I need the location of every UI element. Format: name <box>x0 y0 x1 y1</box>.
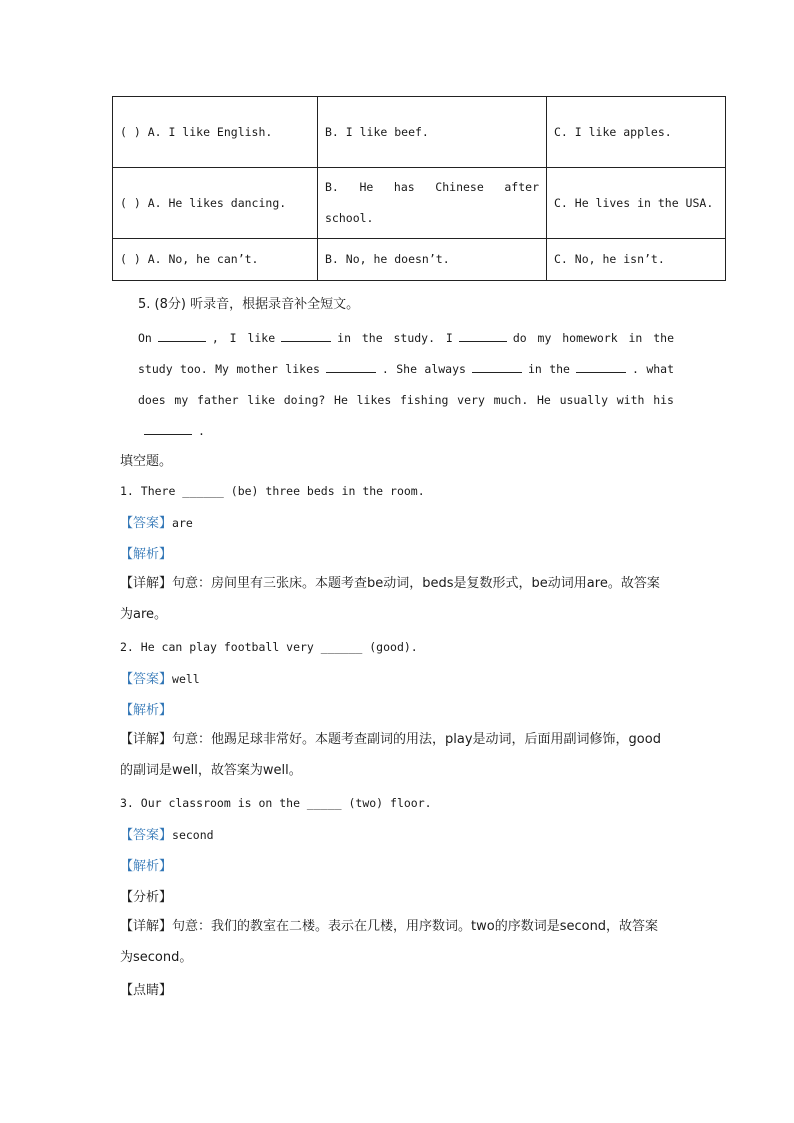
section5-heading: 5. (8分) 听录音，根据录音补全短文。 <box>138 297 360 312</box>
option-c-cell: C. He lives in the USA. <box>547 168 726 239</box>
detail-text: 句意：他踢足球非常好。本题考查副词的用法，play是动词，后面用副词修饰，good的副词是well，故答案为well。 <box>120 732 661 778</box>
passage-text: , I like <box>211 331 276 345</box>
fill-title: 填空题。 <box>120 454 173 469</box>
detail-text: 句意：我们的教室在二楼。表示在几楼，用序数词。two的序数词是second，故答案为second。 <box>120 919 659 965</box>
passage-text: . what does my father like doing? He likes fishing very much. He usually with his <box>138 362 675 407</box>
option-c-cell: C. I like apples. <box>547 97 726 168</box>
answer-blank <box>281 329 331 342</box>
option-a-cell: ( ) A. No, he can’t. <box>113 239 318 281</box>
option-c-cell: C. No, he isn’t. <box>547 239 726 281</box>
question-1: 1. There ______ (be) three beds in the room. <box>120 484 425 498</box>
passage-text: . She always <box>381 362 466 376</box>
fenxi-label: 【分析】 <box>120 890 173 905</box>
answer-line <box>120 824 214 843</box>
table-row <box>113 97 726 168</box>
detail-paragraph <box>120 724 668 786</box>
answer-blank <box>144 422 192 435</box>
answer-label: 【答案】 <box>120 828 173 843</box>
analysis-label: 【解析】 <box>120 547 173 562</box>
passage-text: do my homework in the study too. My mother likes <box>138 331 674 376</box>
option-a-cell: ( ) A. He likes dancing. <box>113 168 318 239</box>
answer-blank <box>158 329 206 342</box>
question-2: 2. He can play football very ______ (good). <box>120 640 418 654</box>
detail-label: 【详解】 <box>120 576 173 591</box>
detail-paragraph <box>120 911 668 973</box>
passage-text: in the study. I <box>337 331 453 345</box>
option-b-cell: B. He has Chinese after school. <box>318 168 547 239</box>
option-b-cell: B. No, he doesn’t. <box>318 239 547 281</box>
answer-value: well <box>172 672 200 686</box>
table-row <box>113 168 726 239</box>
listening-passage <box>138 323 674 447</box>
detail-paragraph <box>120 568 668 630</box>
option-a-cell: ( ) A. I like English. <box>113 97 318 168</box>
answer-blank <box>472 360 522 373</box>
options-table <box>112 96 726 281</box>
detail-label: 【详解】 <box>120 919 173 934</box>
answer-line <box>120 512 193 531</box>
analysis-label: 【解析】 <box>120 703 173 718</box>
passage-text: in the <box>527 362 570 376</box>
option-b-cell: B. I like beef. <box>318 97 547 168</box>
answer-label: 【答案】 <box>120 516 173 531</box>
answer-blank <box>459 329 507 342</box>
answer-blank <box>576 360 626 373</box>
detail-text: 句意：房间里有三张床。本题考查be动词，beds是复数形式，be动词用are。故答案为are。 <box>120 576 660 622</box>
analysis-label: 【解析】 <box>120 859 173 874</box>
answer-value: second <box>172 828 214 842</box>
question-3: 3. Our classroom is on the _____ (two) floor. <box>120 796 432 810</box>
passage-text: On <box>138 331 152 345</box>
answer-line <box>120 668 200 687</box>
detail-label: 【详解】 <box>120 732 173 747</box>
answer-value: are <box>172 516 193 530</box>
table-row <box>113 239 726 281</box>
passage-text: . <box>198 424 205 438</box>
answer-label: 【答案】 <box>120 672 173 687</box>
answer-blank <box>326 360 376 373</box>
dianjing-label: 【点睛】 <box>120 983 173 998</box>
